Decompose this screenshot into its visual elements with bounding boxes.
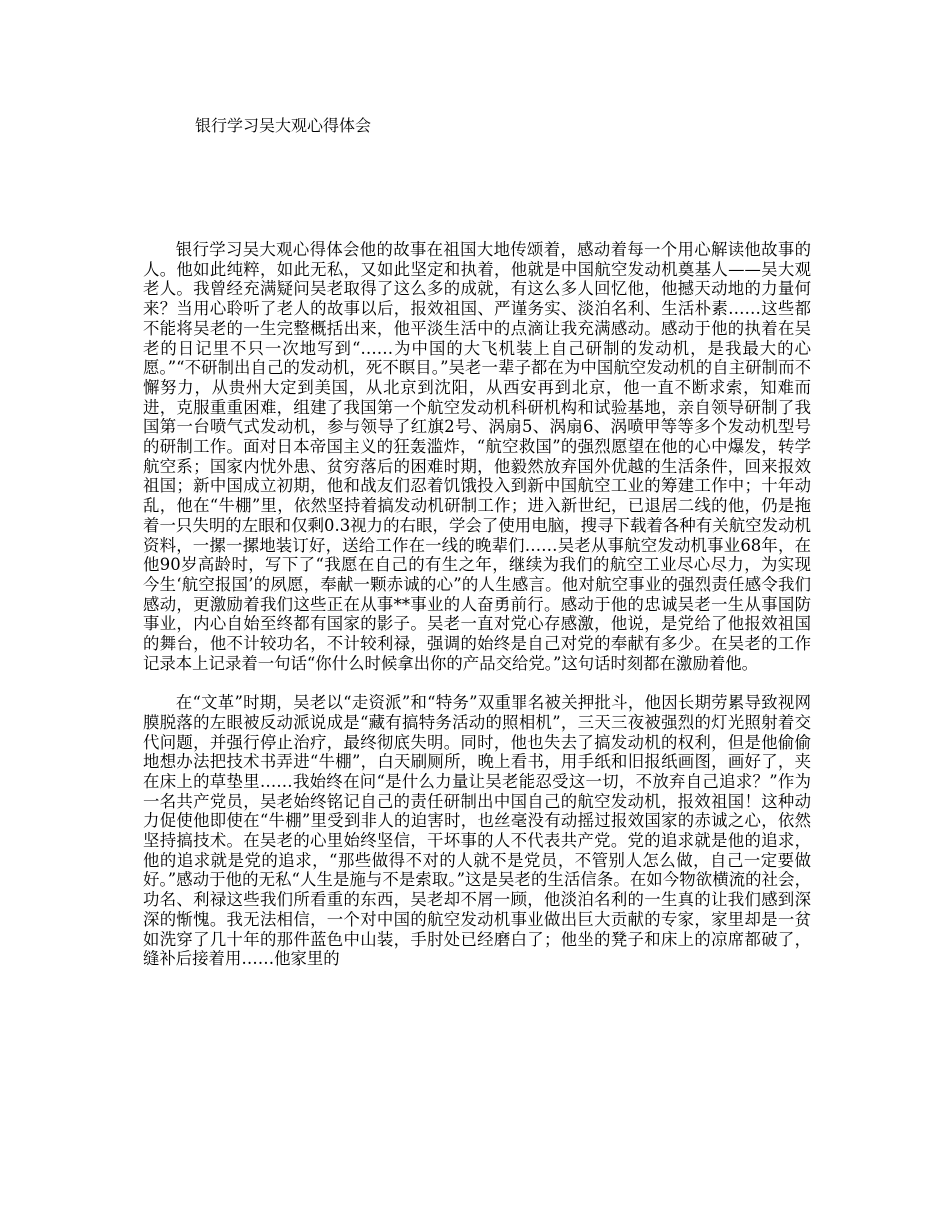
body-paragraph-1: 银行学习吴大观心得体会他的故事在祖国大地传颂着，感动着每一个用心解读他故事的人。他如此纯粹，如此无私，又如此坚定和执着，他就是中国航空发动机奠基人——吴大观老人。我曾经充满疑问吴老取得了这么多的成就，有这么多人回忆他，他撼天动地的力量何来？当用心聆听了老人的故事以后，报效祖国、严谨务实、淡泊名利、生活朴素……这些都不能将吴老的一生完整概括出来，他平淡生活中的点滴让我充满感动。感动于他的执着在吴老的日记里不只一次地写到“……为中国的大飞机装上自己研制的发动机，是我最大的心愿。”“不研制出自己的发动机，死不瞑目。”吴老一辈子都在为中国航空发动机的自主研制而不懈努力，从贵州大定到美国，从北京到沈阳，从西安再到北京，他一直不断求索，知难而进，克服重重困难，组建了我国第一个航空发动机科研机构和试验基地，亲自领导研制了我国第一台喷气式发动机，参与领导了红旗2号、涡扇5、涡扇6、涡喷甲等等多个发动机型号的研制工作。面对日本帝国主义的狂轰滥炸，“航空救国”的强烈愿望在他的心中爆发，转学航空系；国家内忧外患、贫穷落后的困难时期，他毅然放弃国外优越的生活条件，回来报效祖国；新中国成立初期，他和战友们忍着饥饿投入到新中国航空工业的筹建工作中；十年动乱，他在“牛棚”里，依然坚持着搞发动机研制工作；进入新世纪，已退居二线的他，仍是拖着一只失明的左眼和仅剩0.3视力的右眼，学会了使用电脑，搜寻下载着各种有关航空发动机资料，一摞一摞地装订好，送给工作在一线的晚辈们……吴老从事航空发动机事业68年，在他90岁高龄时，写下了“我愿在自己的有生之年，继续为我们的航空工业尽心尽力，为实现今生‘航空报国’的夙愿，奉献一颗赤诚的心”的人生感言。他对航空事业的强烈责任感令我们感动，更激励着我们这些正在从事**事业的人奋勇前行。感动于他的忠诚吴老一生从事国防事业，内心自始至终都有国家的影子。吴老一直对党心存感激，他说，是党给了他报效祖国的舞台，他不计较功名，不计较利禄，强调的始终是自己对党的奉献有多少。在吴老的工作记录本上记录着一句话“你什么时候拿出你的产品交给党。”这句话时刻都在激励着他。 bbox=[143, 240, 811, 673]
document-body bbox=[143, 240, 811, 969]
body-paragraph-2: 在“文革”时期，吴老以“走资派”和“特务”双重罪名被关押批斗，他因长期劳累导致视网膜脱落的左眼被反动派说成是“藏有搞特务活动的照相机”，三天三夜被强烈的灯光照射着交代问题，并强行停止治疗，最终彻底失明。同时，他也失去了搞发动机的权利，但是他偷偷地想办法把技术书弄进“牛棚”，白天刷厕所，晚上看书，用手纸和旧报纸画图，画好了，夹在床上的草垫里……我始终在问“是什么力量让吴老能忍受这一切，不放弃自己追求？”作为一名共产党员，吴老始终铭记自己的责任研制出中国自己的航空发动机，报效祖国！这种动力促使他即使在“牛棚”里受到非人的迫害时，也丝毫没有动摇过报效国家的赤诚之心，依然坚持搞技术。在吴老的心里始终坚信，干坏事的人不代表共产党。党的追求就是他的追求，他的追求就是党的追求，“那些做得不对的人就不是党员，不管别人怎么做，自己一定要做好。”感动于他的无私“人生是施与不是索取。”这是吴老的生活信条。在如今物欲横流的社会，功名、利禄这些我们所看重的东西，吴老却不屑一顾，他淡泊名利的一生真的让我们感到深深的惭愧。我无法相信，一个对中国的航空发动机事业做出巨大贡献的专家，家里却是一贫如洗穿了几十年的那件蓝色中山装，手肘处已经磨白了；他坐的凳子和床上的凉席都破了，缝补后接着用……他家里的 bbox=[143, 693, 811, 969]
paragraph-spacer bbox=[143, 673, 811, 693]
document-title: 银行学习吴大观心得体会 bbox=[195, 116, 372, 135]
